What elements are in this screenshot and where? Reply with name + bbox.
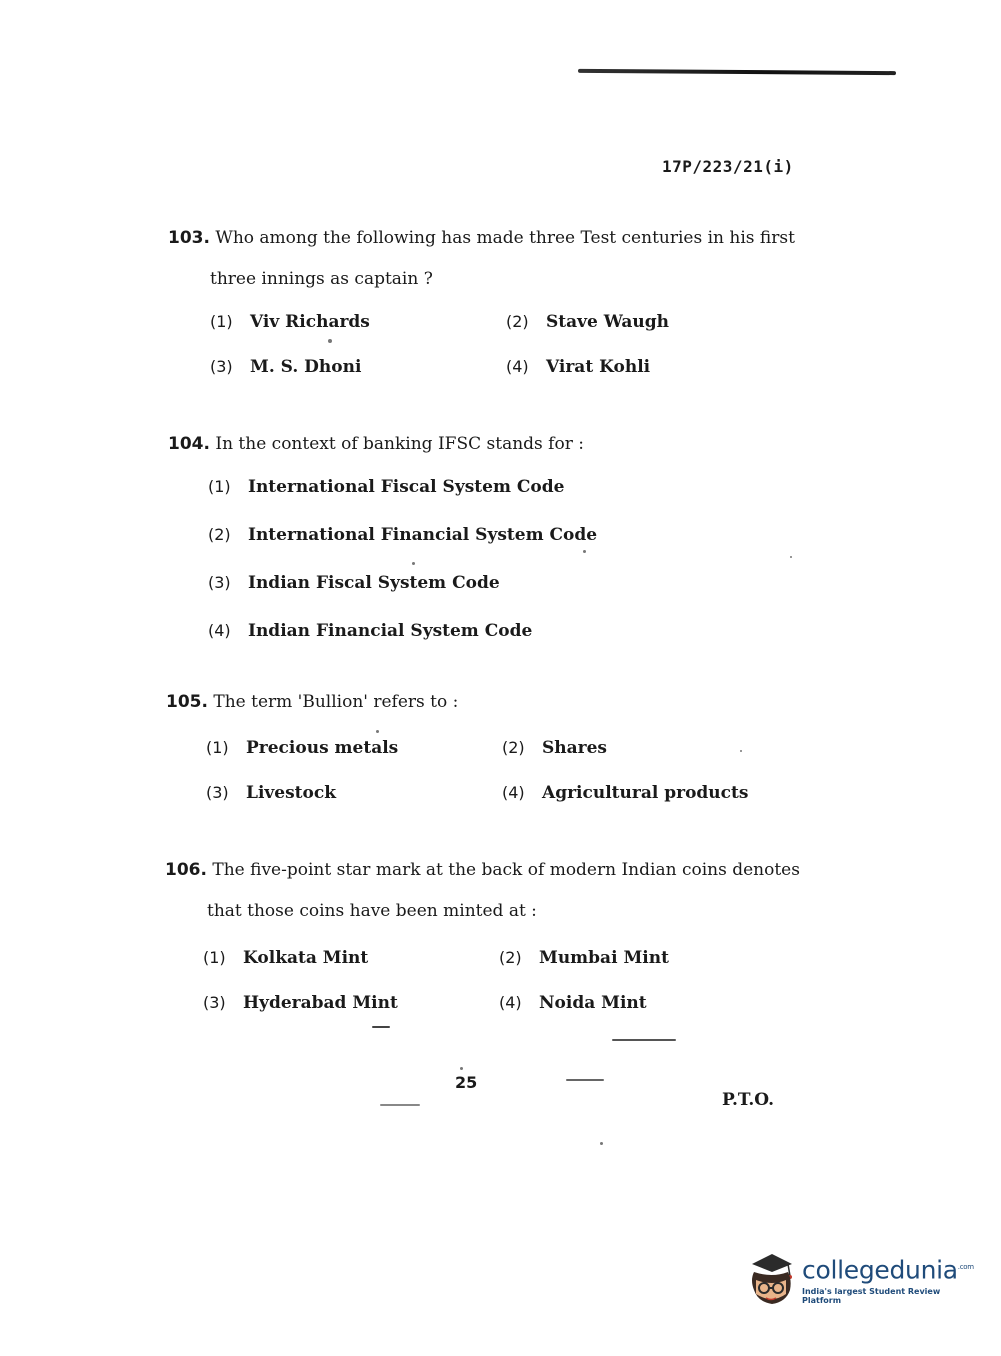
question-text-continued: three innings as captain ?: [210, 269, 433, 289]
brand-domain: .com: [957, 1263, 974, 1272]
question-104: [168, 424, 808, 465]
option-text: Viv Richards: [250, 312, 370, 332]
option-text: International Financial System Code: [248, 525, 598, 545]
pto-label: P.T.O.: [722, 1090, 774, 1110]
question-105: [166, 682, 806, 723]
question-text: In the context of banking IFSC stands for :: [215, 434, 584, 454]
scan-speck: [412, 562, 415, 565]
option-text: Agricultural products: [542, 783, 749, 803]
option-number: (4): [499, 993, 522, 1012]
scan-smudge: [566, 1079, 604, 1081]
option-number: (3): [208, 573, 231, 592]
option-number: (1): [206, 738, 229, 757]
option-number: (3): [210, 357, 233, 376]
top-rule: [578, 69, 896, 75]
option-number: (4): [208, 621, 231, 640]
option-number: (3): [206, 783, 229, 802]
option-text: Precious metals: [246, 738, 399, 758]
question-103: [168, 218, 808, 300]
collegedunia-watermark: [742, 1249, 972, 1309]
option-2[interactable]: [506, 312, 770, 340]
option-number: (2): [499, 948, 522, 967]
paper-code: 17P/223/21(i): [662, 157, 794, 176]
option-2[interactable]: [499, 948, 763, 976]
option-number: (2): [506, 312, 529, 331]
option-text: Livestock: [246, 783, 336, 803]
question-text: Who among the following has made three Test centuries in his first: [215, 228, 795, 248]
scan-speck: [600, 1142, 603, 1145]
question-text: The term 'Bullion' refers to :: [213, 692, 459, 712]
option-text: M. S. Dhoni: [250, 357, 362, 377]
question-number: 104.: [168, 434, 210, 454]
option-3[interactable]: [210, 357, 506, 385]
brand-text: [802, 1253, 974, 1304]
option-text: Noida Mint: [539, 993, 647, 1013]
question-text-continued: that those coins have been minted at :: [207, 901, 537, 921]
question-number: 103.: [168, 228, 210, 248]
option-number: (2): [208, 525, 231, 544]
option-4[interactable]: [499, 993, 763, 1021]
option-number: (4): [502, 783, 525, 802]
option-4[interactable]: [208, 621, 768, 649]
brand-wordmark: collegedunia: [802, 1255, 958, 1285]
option-text: Virat Kohli: [546, 357, 651, 377]
option-number: (1): [210, 312, 233, 331]
brand-tagline: India's largest Student Review Platform: [802, 1286, 941, 1305]
options-106: [203, 948, 763, 1021]
scan-speck: [376, 730, 379, 733]
scan-speck: [790, 556, 792, 558]
option-1[interactable]: [210, 312, 506, 340]
question-number: 105.: [166, 692, 208, 712]
option-1[interactable]: [206, 738, 502, 766]
option-3[interactable]: [208, 573, 768, 601]
page-number: 25: [455, 1073, 478, 1092]
option-3[interactable]: [206, 783, 502, 811]
option-number: (2): [502, 738, 525, 757]
option-4[interactable]: [502, 783, 766, 811]
mascot-logo-icon: [742, 1250, 798, 1308]
scan-speck: [583, 550, 586, 553]
option-number: (1): [208, 477, 231, 496]
option-text: International Fiscal System Code: [248, 477, 565, 497]
question-number: 106.: [165, 860, 207, 880]
option-2[interactable]: [502, 738, 766, 766]
option-number: (4): [506, 357, 529, 376]
option-text: Indian Fiscal System Code: [248, 573, 500, 593]
scan-smudge: [372, 1026, 390, 1028]
option-number: (3): [203, 993, 226, 1012]
option-2[interactable]: [208, 525, 768, 553]
option-4[interactable]: [506, 357, 770, 385]
scan-smudge: [380, 1104, 420, 1106]
scan-speck: [460, 1067, 463, 1070]
scan-smudge: [612, 1039, 676, 1041]
option-text: Mumbai Mint: [539, 948, 669, 968]
scan-speck: [328, 339, 332, 343]
question-text: The five-point star mark at the back of modern Indian coins denotes: [212, 860, 800, 880]
option-1[interactable]: [208, 477, 768, 505]
option-text: Indian Financial System Code: [248, 621, 533, 641]
question-106: [165, 850, 805, 932]
option-text: Hyderabad Mint: [243, 993, 398, 1013]
option-3[interactable]: [203, 993, 499, 1021]
option-1[interactable]: [203, 948, 499, 976]
options-103: [210, 312, 770, 385]
options-105: [206, 738, 766, 811]
option-text: Shares: [542, 738, 607, 758]
option-number: (1): [203, 948, 226, 967]
options-104: [208, 477, 768, 649]
option-text: Kolkata Mint: [243, 948, 369, 968]
option-text: Stave Waugh: [546, 312, 669, 332]
brand-name: [802, 1253, 974, 1284]
scan-speck: [740, 750, 742, 752]
